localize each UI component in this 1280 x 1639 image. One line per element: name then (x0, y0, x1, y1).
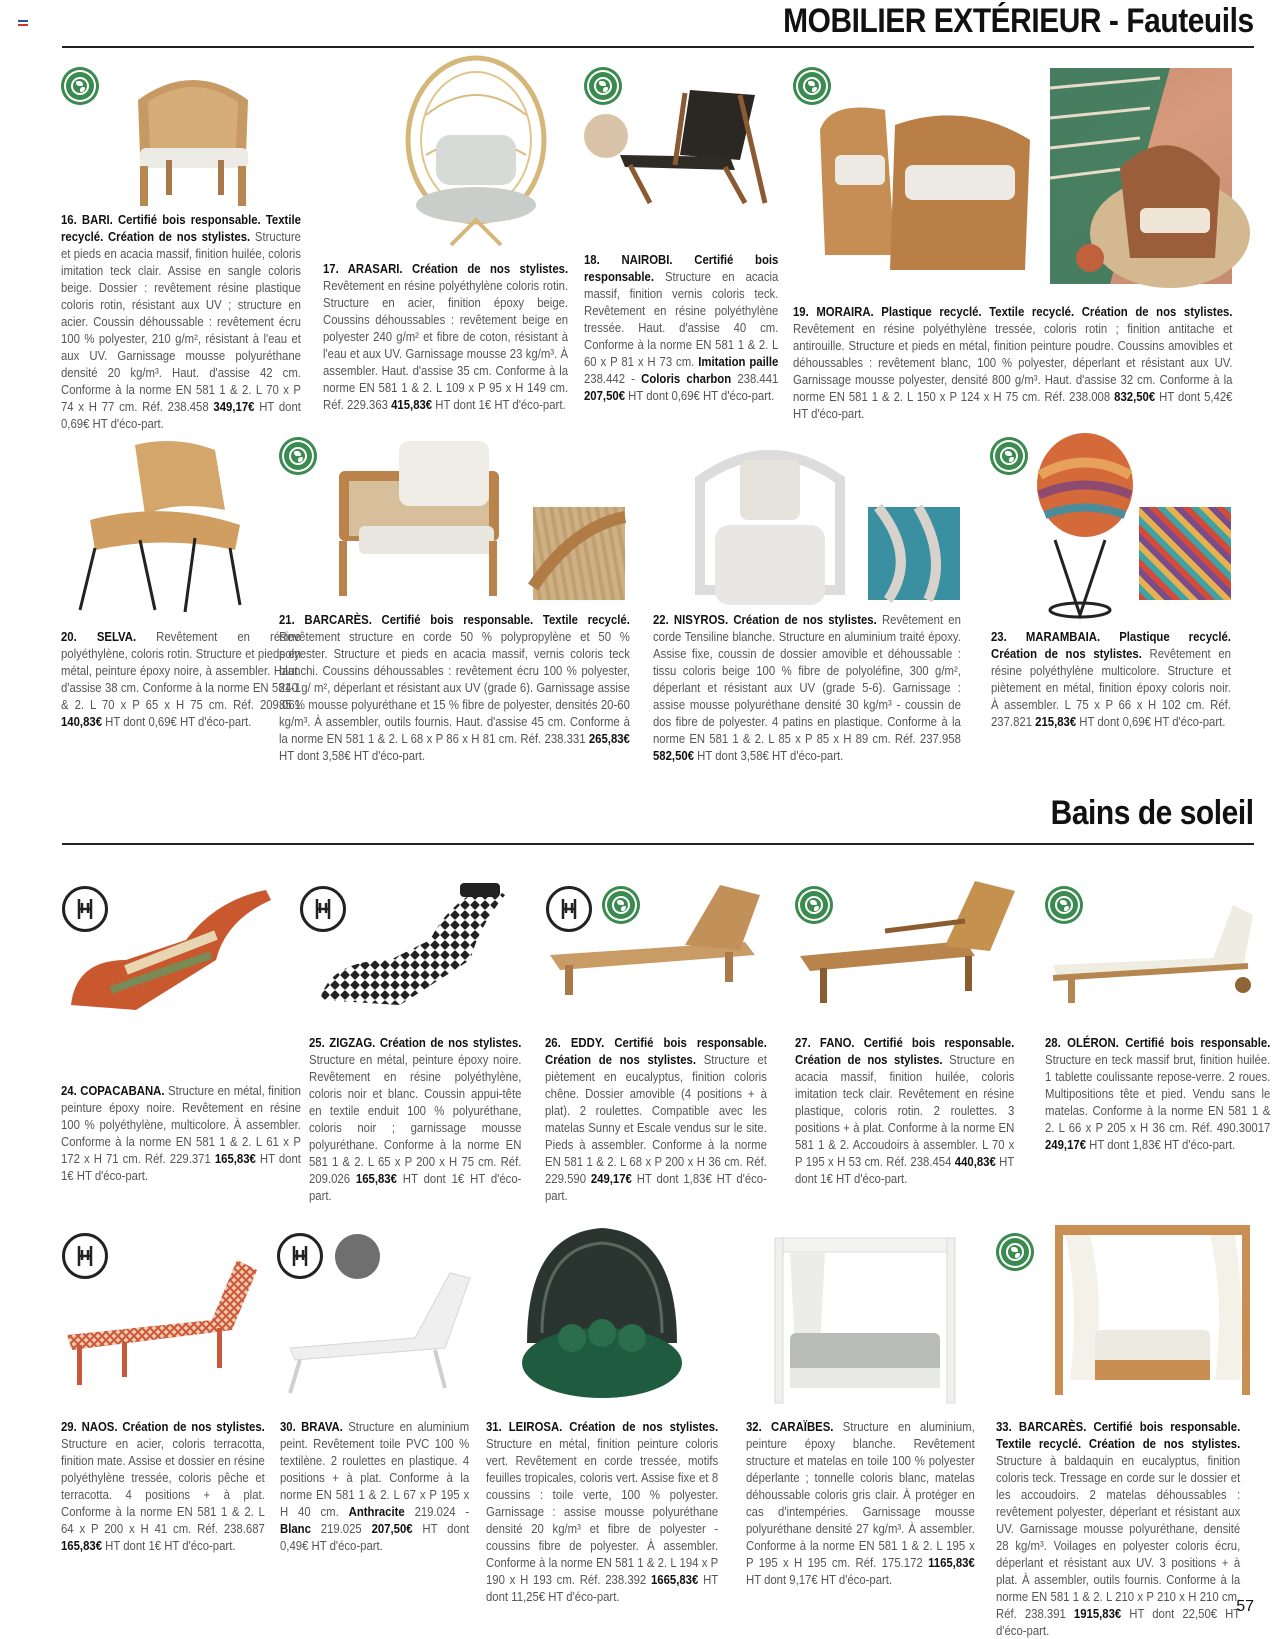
product-desc-26: 26. EDDY. Certifié bois responsable. Création de nos stylistes. Structure et piètement en eucalyptus, finition coloris chêne. Dossier amovible (4 positions + à plat). 2 roulettes. Compatible avec les matelas Sunny et Escale vendus sur le site. Pieds à assembler. Conforme à la norme EN 581 1 & 2. L 68 x P 200 x H 36 cm. Réf. 229.590 249,17€ HT dont 1,83€ HT d'éco-part. (545, 1035, 767, 1203)
section-title-bains-de-soleil: Bains de soleil (1051, 794, 1254, 832)
product-image-moraira[interactable] (815, 95, 1040, 275)
product-image-oleron[interactable] (1048, 900, 1258, 1005)
product-image-zigzag[interactable] (310, 880, 510, 1010)
product-desc-25: 25. ZIGZAG. Création de nos stylistes. Structure en métal, peinture époxy noire. Revêtement en résine polyéthylène, coloris noir et blanc. Coussin appui-tête en textile enduit 100 % polyuréthane, coloris noir ; garnissage mousse polyuréthane. Conforme à la norme EN 581 1 & 2. L 65 x P 200 x H 75 cm. Réf. 209.026 165,83€ HT dont 1€ HT d'éco-part. (309, 1035, 522, 1203)
product-desc-24: 24. COPACABANA. Structure en métal, finition peinture époxy noire. Revêtement en résine 100 % polyéthylène, multicolore. À assembler. Conforme à la norme EN 581 1 & 2. L 61 x P 172 x H 71 cm. Réf. 229.371 165,83€ HT dont 1€ HT d'éco-part. (61, 1083, 301, 1183)
eco-globe-icon (584, 67, 622, 105)
product-image-eddy[interactable] (545, 880, 765, 1000)
detail-photo-nisyros-rope[interactable] (868, 507, 960, 600)
product-image-naos[interactable] (62, 1240, 262, 1390)
product-desc-20: 20. SELVA. Revêtement en résine polyéthylène, coloris rotin. Structure et pieds en métal, peinture époxy noire, à assembler. Haut. d'assise 38 cm. Conforme à la norme EN 581-1 & 2. L 70 x P 65 x H 75 cm. Réf. 209.061 140,83€ HT dont 0,69€ HT d'éco-part. (61, 629, 301, 729)
product-image-fano[interactable] (795, 876, 1025, 1006)
product-desc-23: 23. MARAMBAIA. Plastique recyclé. Création de nos stylistes. Revêtement en résine polyéthylène multicolore. Structure et piètement en métal, finition époxy coloris noir. À assembler. L 75 x P 66 x H 102 cm. Réf. 237.821 215,83€ HT dont 0,69€ HT d'éco-part. (991, 629, 1231, 729)
product-desc-27: 27. FANO. Certifié bois responsable. Création de nos stylistes. Structure en acacia massif, finition huilée, coloris imitation teck clair. Revêtement en résine plastique, coloris rotin. 2 roulettes. 3 positions + à plat. Conforme à la norme EN 581 1 & 2. Accoudoirs à assembler. L 70 x P 195 x H 53 cm. Réf. 238.454 440,83€ HT dont 1€ HT d'éco-part. (795, 1035, 1015, 1186)
product-image-barcares-daybed[interactable] (1050, 1220, 1255, 1400)
product-desc-32: 32. CARAÏBES. Structure en aluminium, peinture époxy blanche. Revêtement structure et matelas en toile 100 % polyester déperlante ; tonnelle coloris blanc, matelas déhoussable coloris gris clair. À protéger en cas d'intempéries. Garnissage mousse polyuréthane densité 27 kg/m³. À assembler. Conforme à la norme EN 581 1 & 2. L 195 x P 195 x H 195 cm. Réf. 175.172 1165,83€ HT dont 9,17€ HT d'éco-part. (746, 1419, 975, 1587)
detail-photo-marambaia-weave[interactable] (1139, 507, 1231, 600)
detail-photo-barcares-rope[interactable] (533, 507, 625, 600)
page-number: 57 (1236, 1598, 1254, 1615)
product-desc-28: 28. OLÉRON. Certifié bois responsable. Structure en teck massif brut, finition huilée. 1 tablette coulissante repose-verre. 2 roues. Multipositions tête et pied. Vendu sans le matelas. Conforme à la norme EN 581 1 & 2. L 66 x P 205 x H 36 cm. Réf. 490.30017 249,17€ HT dont 1,83€ HT d'éco-part. (1045, 1035, 1271, 1152)
eco-globe-icon (279, 437, 317, 475)
product-desc-31: 31. LEIROSA. Création de nos stylistes. Structure en métal, finition peinture coloris vert. Revêtement en corde tressée, motifs feuilles tropicales, coloris vert. Assise fixe et 8 coussins : toile verte, 100 % polyester. Garnissage : assise mousse polyuréthane densité 20 kg/m³ et fibre de polyester - coussins fibre de polyester. À assembler. Conforme à la norme EN 581 1 & 2. L 194 x P 190 x H 193 cm. Réf. 238.392 1665,83€ HT dont 11,25€ HT d'éco-part. (486, 1419, 719, 1604)
product-desc-18: 18. NAIROBI. Certifié bois responsable. Structure en acacia massif, finition vernis coloris teck. Revêtement en résine polyéthylène tressée. Haut. d'assise 40 cm. Conforme à la norme EN 581 1 & 2. L 60 x P 81 x H 73 cm. Imitation paille 238.442 - Coloris charbon 238.441 207,50€ HT dont 0,69€ HT d'éco-part. (584, 252, 779, 403)
product-desc-17: 17. ARASARI. Création de nos stylistes. Revêtement en résine polyéthylène coloris rotin. Structure en acier, finition époxy beige. Coussins déhoussables : revêtement beige en polyester 240 g/m² et fibre de coton, résistant à l'eau et aux UV. Garnissage mousse 23 kg/m³. À assembler. Haut. d'assise 35 cm. Conforme à la norme EN 581 1 & 2. L 109 x P 95 x H 149 cm. Réf. 229.363 415,83€ HT dont 1€ HT d'éco-part. (323, 261, 569, 412)
product-image-marambaia[interactable] (1025, 430, 1135, 620)
product-image-brava[interactable] (285, 1268, 475, 1398)
product-image-nairobi[interactable] (620, 85, 780, 205)
page-title: MOBILIER EXTÉRIEUR - Fauteuils (783, 2, 1254, 40)
product-desc-22: 22. NISYROS. Création de nos stylistes. Revêtement en corde Tensiline blanche. Structure en aluminium traité époxy. Assise fixe, coussin de dossier amovible et déhoussable : tissu coloris beige 100 % fibre de polyoléfine, 300 g/m², déperlant et résistant aux UV (grade 5-6). Garnissage : assise mousse polyuréthane densité 30 kg/m³ - coussin de dos fibre de polyester. 4 patins en plastique. Conforme à la norme EN 581 1 & 2. L 85 x P 85 x H 89 cm. Réf. 237.958 582,50€ HT dont 3,58€ HT d'éco-part. (653, 612, 961, 763)
eco-globe-icon (996, 1233, 1034, 1271)
product-image-copacabana[interactable] (66, 880, 276, 1020)
product-image-bari[interactable] (118, 60, 268, 210)
product-ambient-photo-moraira[interactable] (1050, 68, 1232, 284)
product-image-barcares-armchair[interactable] (334, 436, 504, 601)
product-desc-29: 29. NAOS. Création de nos stylistes. Structure en acier, coloris terracotta, finition mate. Assise et dossier en résine polyéthylène tressée, coloris pêche et terracotta. 4 positions + à plat. Conforme à la norme EN 581 1 & 2. L 64 x P 200 x H 41 cm. Réf. 238.687 165,83€ HT dont 1€ HT d'éco-part. (61, 1419, 265, 1553)
title-rule (62, 46, 1254, 48)
product-image-caraibes[interactable] (765, 1228, 965, 1408)
eco-globe-icon (990, 437, 1028, 475)
product-image-nisyros[interactable] (690, 440, 850, 615)
product-desc-33: 33. BARCARÈS. Certifié bois responsable. Textile recyclé. Création de nos stylistes. Structure à baldaquin en eucalyptus, finition coloris teck. Tressage en corde sur le dossier et les accoudoirs. 2 matelas déhoussables : revêtement polyester, déperlant et résistant aux UV. Garnissage mousse polyuréthane, densité 28 kg/m³. Voilages en polyester coloris écru, déperlant et résistant aux UV. 3 positions + à plat. À assembler, outils fournis. Conforme à la norme EN 581 1 & 2. L 210 x P 210 x H 210 cm. Réf. 238.391 1915,83€ HT dont 22,50€ HT d'éco-part. (996, 1419, 1241, 1638)
section-rule (62, 843, 1254, 845)
product-desc-30: 30. BRAVA. Structure en aluminium peint. Revêtement toile PVC 100 % textilène. 2 roulettes en plastique. 4 positions + à plat. Conforme à la norme EN 581 1 & 2. L 67 x P 195 x H 40 cm. Anthracite 219.024 - Blanc 219.025 207,50€ HT dont 0,49€ HT d'éco-part. (280, 1419, 470, 1553)
language-flag-icon[interactable] (18, 20, 28, 26)
product-image-selva[interactable] (75, 440, 245, 615)
product-desc-19: 19. MORAIRA. Plastique recyclé. Textile recyclé. Création de nos stylistes. Revêtement en résine polyéthylène tressée, coloris rotin ; finition antitache et antirouille. Structure et pieds en métal, finition peinture poudre. Coussins amovibles et déhoussables : revêtement blanc, 100 % polyester, déperlant et résistant aux UV. Garnissage mousse polyester, densité 800 g/m³. Haut. d'assise 32 cm. Conforme à la norme EN 581 1 & 2. L 150 x P 124 x H 75 cm. Réf. 238.008 832,50€ HT dont 5,42€ HT d'éco-part. (793, 304, 1233, 421)
product-image-leirosa[interactable] (512, 1223, 692, 1403)
product-desc-16: 16. BARI. Certifié bois responsable. Textile recyclé. Création de nos stylistes. Structure et pieds en acacia massif, finition huilée, coloris imitation teck clair. Assise en sangle coloris beige. Dossier : revêtement résine plastique coloris rotin, résistant aux UV ; structure en acier. Coussin déhoussable : revêtement écru 100 % polyester, 210 g/m², résistant à l'eau et aux UV. Garnissage mousse polyuréthane densité 20 kg/m³. Haut. d'assise 42 cm. Conforme à la norme EN 581 1 & 2. L 70 x P 74 x H 77 cm. Réf. 238.458 349,17€ HT dont 0,69€ HT d'éco-part. (61, 212, 301, 431)
product-image-arasari[interactable] (396, 55, 556, 250)
eco-globe-icon (61, 67, 99, 105)
product-desc-21: 21. BARCARÈS. Certifié bois responsable. Textile recyclé. Revêtement structure en corde 50 % polypropylène et 50 % polyester. Structure et pieds en acacia massif, vernis coloris teck blanchi. Coussins déhoussables : revêtement écru 100 % polyester, 240 g/ m², déperlant et résistant aux UV (grade 6). Garnissage assise 85 % mousse polyuréthane et 15 % fibre de polyester, densités 20-60 kg/m³. À assembler, outils fournis. Haut. d'assise 45 cm. Conforme à la norme EN 581 1 & 2. L 68 x P 86 x H 81 cm. Réf. 238.331 265,83€ HT dont 3,58€ HT d'éco-part. (279, 612, 630, 763)
